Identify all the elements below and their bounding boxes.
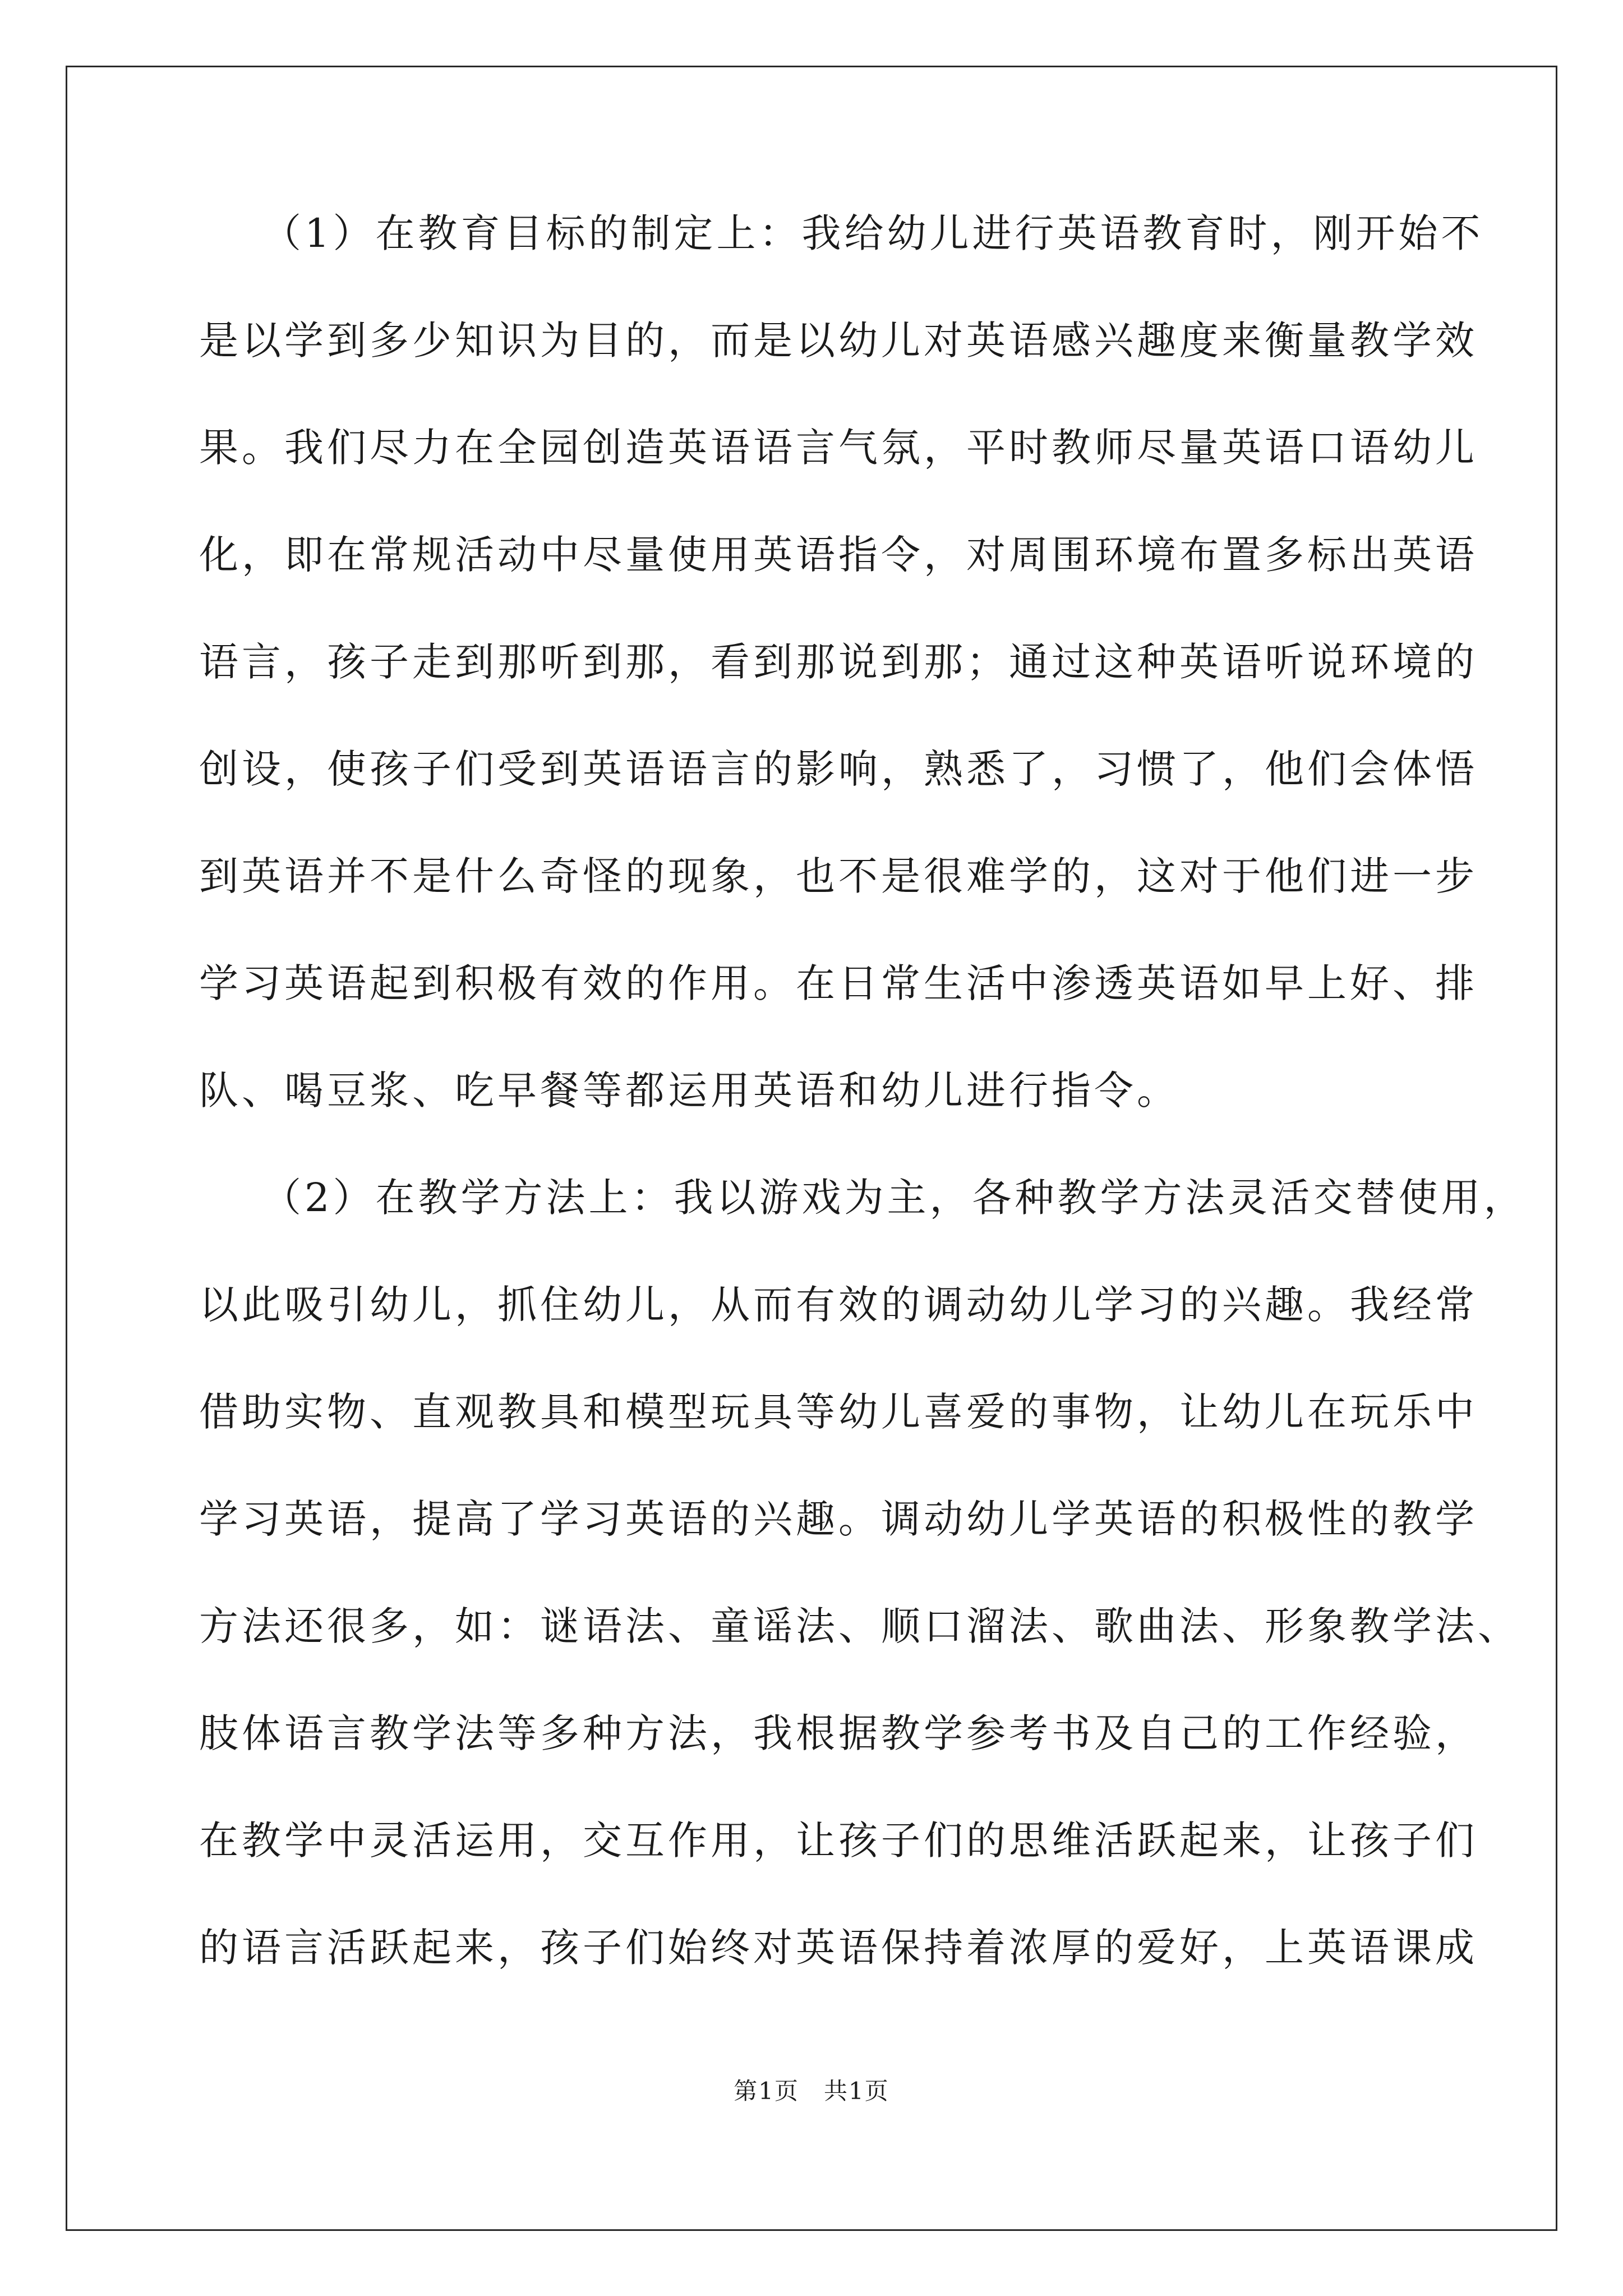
paragraph-1-line-4: 化，即在常规活动中尽量使用英语指令，对周围环境布置多标出英语 [199, 532, 1478, 578]
paragraph-2-line-1: （2）在教学方法上：我以游戏为主，各种教学方法灵活交替使用， [262, 1175, 1527, 1221]
paragraph-2-line-3: 借助实物、直观教具和模型玩具等幼儿喜爱的事物，让幼儿在玩乐中 [199, 1389, 1478, 1435]
paragraph-2-line-7: 在教学中灵活运用，交互作用，让孩子们的思维活跃起来，让孩子们 [199, 1818, 1478, 1864]
paragraph-1-line-3: 果。我们尽力在全园创造英语语言气氛，平时教师尽量英语口语幼儿 [199, 425, 1478, 471]
paragraph-2-line-2: 以此吸引幼儿，抓住幼儿，从而有效的调动幼儿学习的兴趣。我经常 [199, 1282, 1478, 1328]
paragraph-2-line-4: 学习英语，提高了学习英语的兴趣。调动幼儿学英语的积极性的教学 [199, 1496, 1478, 1542]
paragraph-1-line-1: （1）在教育目标的制定上：我给幼儿进行英语教育时，刚开始不 [262, 210, 1484, 256]
paragraph-1-line-2: 是以学到多少知识为目的，而是以幼儿对英语感兴趣度来衡量教学效 [199, 318, 1478, 364]
paragraph-1-line-5: 语言，孩子走到那听到那，看到那说到那；通过这种英语听说环境的 [199, 639, 1478, 685]
document-body [199, 205, 1527, 2027]
paragraph-1-line-7: 到英语并不是什么奇怪的现象，也不是很难学的，这对于他们进一步 [199, 853, 1478, 899]
page-number-footer: 第1页 共1页 [734, 2077, 889, 2105]
paragraph-1-line-8: 学习英语起到积极有效的作用。在日常生活中渗透英语如早上好、排 [199, 960, 1478, 1006]
paragraph-1-line-6: 创设，使孩子们受到英语语言的影响，熟悉了，习惯了，他们会体悟 [199, 746, 1478, 792]
paragraph-1-line-9: 队、喝豆浆、吃早餐等都运用英语和幼儿进行指令。 [199, 1068, 1179, 1114]
paragraph-2-line-8: 的语言活跃起来，孩子们始终对英语保持着浓厚的爱好，上英语课成 [199, 1925, 1478, 1971]
paragraph-2-line-5: 方法还很多，如：谜语法、童谣法、顺口溜法、歌曲法、形象教学法、 [199, 1603, 1520, 1649]
paragraph-2-line-6: 肢体语言教学法等多种方法，我根据教学参考书及自己的工作经验， [199, 1710, 1478, 1756]
